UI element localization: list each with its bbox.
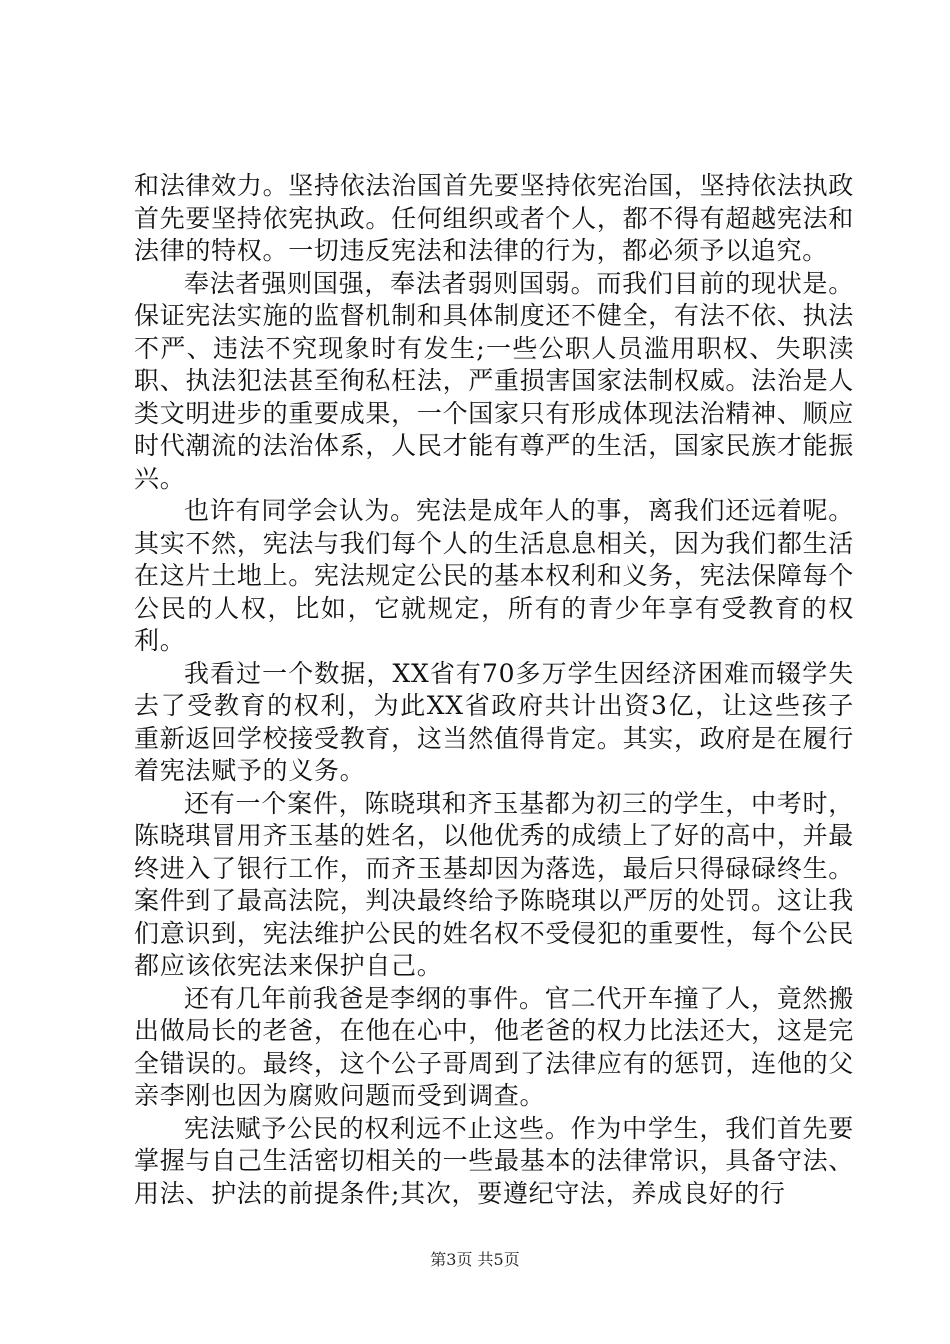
page-footer: 第3页 共5页	[430, 1250, 520, 1269]
paragraph: 还有一个案件，陈晓琪和齐玉基都为初三的学生，中考时，陈晓琪冒用齐玉基的姓名，以他优秀的成绩上了好的高中，并最终进入了银行工作，而齐玉基却因为落选，最后只得碌碌终生。案件到了最高法院，判决最终给予陈晓琪以严厉的处罚。这让我们意识到，宪法维护公民的姓名权不受侵犯的重要性，每个公民都应该依宪法来保护自己。	[134, 788, 854, 980]
paragraph: 和法律效力。坚持依法治国首先要坚持依宪治国，坚持依法执政首先要坚持依宪执政。任何组织或者个人，都不得有超越宪法和法律的特权。一切违反宪法和法律的行为，都必须予以追究。	[134, 171, 854, 265]
paragraph: 也许有同学会认为。宪法是成年人的事，离我们还远着呢。其实不然，宪法与我们每个人的生活息息相关，因为我们都生活在这片土地上。宪法规定公民的基本权利和义务，宪法保障每个公民的人权，比如，它就规定，所有的青少年享有受教育的权利。	[134, 496, 854, 655]
paragraph: 我看过一个数据，XX省有70多万学生因经济困难而辍学失去了受教育的权利，为此XX省政府共计出资3亿，让这些孩子重新返回学校接受教育，这当然值得肯定。其实，政府是在履行着宪法赋予的义务。	[134, 658, 854, 785]
paragraph: 奉法者强则国强，奉法者弱则国弱。而我们目前的现状是。保证宪法实施的监督机制和具体制度还不健全，有法不依、执法不严、违法不究现象时有发生;一些公职人员滥用职权、失职渎职、执法犯法甚至徇私枉法，严重损害国家法制权威。法治是人类文明进步的重要成果，一个国家只有形成体现法治精神、顺应时代潮流的法治体系，人民才能有尊严的生活，国家民族才能振兴。	[134, 268, 854, 493]
body-text	[134, 170, 854, 1210]
paragraph: 宪法赋予公民的权利远不止这些。作为中学生，我们首先要掌握与自己生活密切相关的一些最基本的法律常识，具备守法、用法、护法的前提条件;其次，要遵纪守法，养成良好的行	[134, 1113, 854, 1208]
paragraph: 还有几年前我爸是李纲的事件。官二代开车撞了人，竟然搬出做局长的老爸，在他在心中，他老爸的权力比法还大，这是完全错误的。最终，这个公子哥周到了法律应有的惩罚，连他的父亲李刚也因为腐败问题而受到调查。	[134, 983, 854, 1110]
